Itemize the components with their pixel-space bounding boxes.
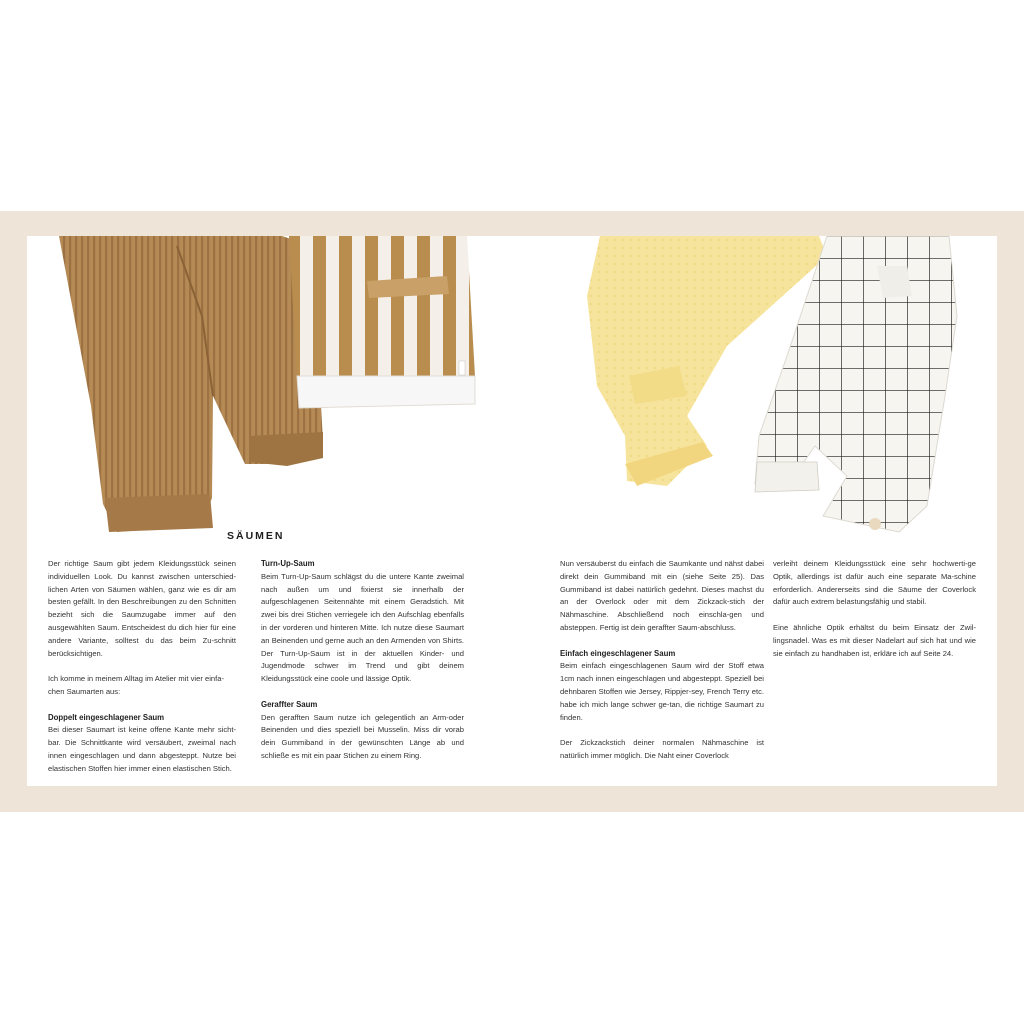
- doppelt-saum-paragraph: Bei dieser Saumart ist keine offene Kante mehr sicht-bar. Die Schnittkante wird versäubert, zweimal nach innen eingeschlagen und dann abgesteppt. Nutze bei elastischen Stoffen hier immer einen elastischen Stich.: [48, 725, 236, 773]
- zwillingsnadel-paragraph: Eine ähnliche Optik erhältst du beim Einsatz der Zwil-lingsnadel. Was es mit dieser Nadelart auf sich hat und wie sie einfach zu handhaben ist, erkläre ich auf Seite 24.: [773, 622, 976, 658]
- intro-paragraph: Der richtige Saum gibt jedem Kleidungsstück seinen individuellen Look. Du kannst zwischen unterschied-lichen Arten von Säumen wählen, ganz wie es dir am besten gefällt. In den Beschreibungen zu den Schnitten bezieht sich die Saumzugabe immer auf den ausgewählten Saum. Entscheidest du dich hier für eine andere Variante, solltest du das beim Zu-schnitt berücksichtigen.: [48, 559, 236, 658]
- corduroy-trousers-image: [59, 236, 323, 532]
- subheading-einfach-eingeschlagener-saum: Einfach eingeschlagener Saum: [560, 648, 676, 658]
- text-column-4: [773, 558, 976, 660]
- zickzackstich-paragraph: Der Zickzackstich deiner normalen Nähmaschine ist natürlich immer möglich. Die Naht einer Coverlock: [560, 738, 764, 760]
- striped-shorts-image: [289, 236, 475, 408]
- section-heading: SÄUMEN: [227, 530, 285, 542]
- subheading-geraffter-saum: Geraffter Saum: [261, 699, 318, 709]
- saumarten-intro-paragraph: Ich komme in meinem Alltag im Atelier mit vier einfa-chen Saumarten aus:: [48, 674, 224, 696]
- text-column-3: [560, 558, 764, 763]
- geraffter-saum-continued-paragraph: Nun versäuberst du einfach die Saumkante und nähst dabei direkt dein Gummiband mit ein (siehe Seite 25). Das Gummiband ist dabei natürlich gedehnt. Dieses machst du an der Overlock oder mit dem Zickzack-stich der Nähmaschine. Abschließend noch einschla-gen und absteppen. Fertig ist dein geraffter Saum-abschluss.: [560, 559, 764, 632]
- subheading-doppelt-eingeschlagener-saum: Doppelt eingeschlagener Saum: [48, 712, 165, 722]
- turn-up-saum-paragraph: Beim Turn-Up-Saum schlägst du die untere Kante zweimal nach außen um und fixierst sie innerhalb der aufgeschlagenen Seitennähte mit einem Geradstich. Mit zwei bis drei Stichen verriegele ich den Aufschlag ebenfalls in der vorderen und hinteren Mitte. Ich nutze diese Saumart an Beinenden und gerne auch an den Armenden von Shirts. Der Turn-Up-Saum ist in der aktuellen Kinder- und Jugendmode schwer im Trend und gibt deinem Kleidungsstück eine coole und lässige Optik.: [261, 571, 464, 684]
- subheading-turn-up-saum: Turn-Up-Saum: [261, 559, 315, 568]
- garments-photo: [27, 236, 997, 536]
- text-column-1: [48, 558, 236, 776]
- geraffter-saum-paragraph: Den gerafften Saum nutze ich gelegentlich an Arm-oder Beinenden und dies speziell bei Musselin. Miss dir vorab dein Gummiband in der gewünschten Länge ab und schließe es mit ein paar Stichen zu einem Ring.: [261, 712, 464, 760]
- coverlock-paragraph: verleiht deinem Kleidungsstück eine sehr hochwerti-ge Optik, allerdings ist dafür auch eine separate Ma-schine erforderlich. Andererseits sind die Säume der Coverlock dafür auch extrem belastungsfähig und stabil.: [773, 559, 976, 607]
- text-column-2: [261, 558, 464, 763]
- book-spread: [27, 236, 997, 786]
- garments-illustration: [27, 236, 997, 536]
- einfach-saum-paragraph: Beim einfach eingeschlagenen Saum wird der Stoff etwa 1cm nach innen eingeschlagen und abgesteppt. Speziell bei dehnbaren Stoffen wie Jersey, Rippjer-sey, French Terry etc. habe ich mich lange schwer ge-tan, die richtige Saumart zu finden.: [560, 661, 764, 722]
